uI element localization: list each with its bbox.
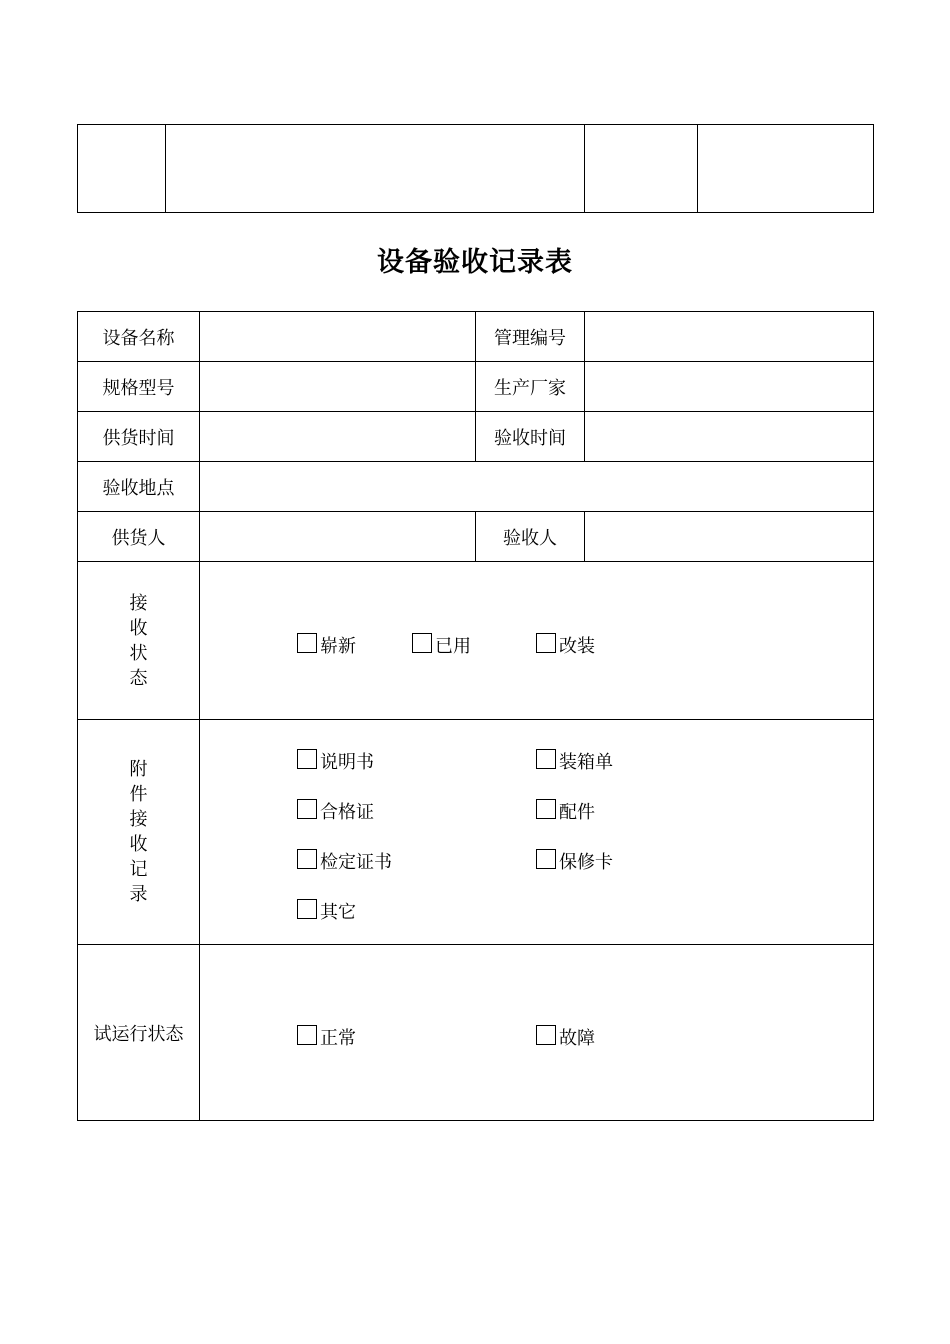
checkbox-used[interactable] <box>412 633 432 653</box>
checkbox-other[interactable] <box>297 899 317 919</box>
checkbox-normal[interactable] <box>297 1025 317 1045</box>
label-manufacturer: 生产厂家 <box>476 362 585 412</box>
label-management-no: 管理编号 <box>476 312 585 362</box>
acceptance-location-field[interactable] <box>200 462 874 512</box>
checkbox-modified[interactable] <box>536 633 556 653</box>
header-code-value-cell <box>698 125 874 213</box>
option-new[interactable]: 崭新 <box>297 632 356 658</box>
option-certificate[interactable]: 合格证 <box>297 798 374 824</box>
header-company-cell <box>166 125 585 213</box>
trial-run-options <box>200 945 874 1121</box>
receiving-status-options <box>200 562 874 720</box>
option-warranty-card[interactable]: 保修卡 <box>536 848 613 874</box>
model-spec-field[interactable] <box>200 362 476 412</box>
header-code-label-cell <box>585 125 698 213</box>
option-other[interactable]: 其它 <box>297 898 356 924</box>
label-model-spec: 规格型号 <box>78 362 200 412</box>
checkbox-manual[interactable] <box>297 749 317 769</box>
label-equipment-name: 设备名称 <box>78 312 200 362</box>
label-trial-run: 试运行状态 <box>78 945 200 1121</box>
accessory-record-options <box>200 720 874 945</box>
management-no-field[interactable] <box>585 312 874 362</box>
page-title: 设备验收记录表 <box>377 247 573 278</box>
manufacturer-field[interactable] <box>585 362 874 412</box>
checkbox-packing-list[interactable] <box>536 749 556 769</box>
option-used[interactable]: 已用 <box>412 632 471 658</box>
label-receiving-status: 接 收 状 态 <box>78 562 200 720</box>
checkbox-new[interactable] <box>297 633 317 653</box>
document-header-table <box>77 124 874 213</box>
option-calibration-cert[interactable]: 检定证书 <box>297 848 392 874</box>
option-normal[interactable]: 正常 <box>297 1024 356 1050</box>
equipment-name-field[interactable] <box>200 312 476 362</box>
checkbox-calibration-cert[interactable] <box>297 849 317 869</box>
label-accessory-record: 附 件 接 收 记 录 <box>78 720 200 945</box>
option-fault[interactable]: 故障 <box>536 1024 595 1050</box>
option-modified[interactable]: 改装 <box>536 632 595 658</box>
option-packing-list[interactable]: 装箱单 <box>536 748 613 774</box>
checkbox-certificate[interactable] <box>297 799 317 819</box>
checkbox-parts[interactable] <box>536 799 556 819</box>
option-manual[interactable]: 说明书 <box>297 748 374 774</box>
supplier-field[interactable] <box>200 512 476 562</box>
supply-time-field[interactable] <box>200 412 476 462</box>
acceptance-form-table <box>77 311 874 1121</box>
label-acceptance-location: 验收地点 <box>78 462 200 512</box>
option-parts[interactable]: 配件 <box>536 798 595 824</box>
acceptance-time-field[interactable] <box>585 412 874 462</box>
label-supplier: 供货人 <box>78 512 200 562</box>
checkbox-warranty-card[interactable] <box>536 849 556 869</box>
label-acceptor: 验收人 <box>476 512 585 562</box>
label-supply-time: 供货时间 <box>78 412 200 462</box>
header-logo-cell <box>78 125 166 213</box>
acceptor-field[interactable] <box>585 512 874 562</box>
label-acceptance-time: 验收时间 <box>476 412 585 462</box>
checkbox-fault[interactable] <box>536 1025 556 1045</box>
